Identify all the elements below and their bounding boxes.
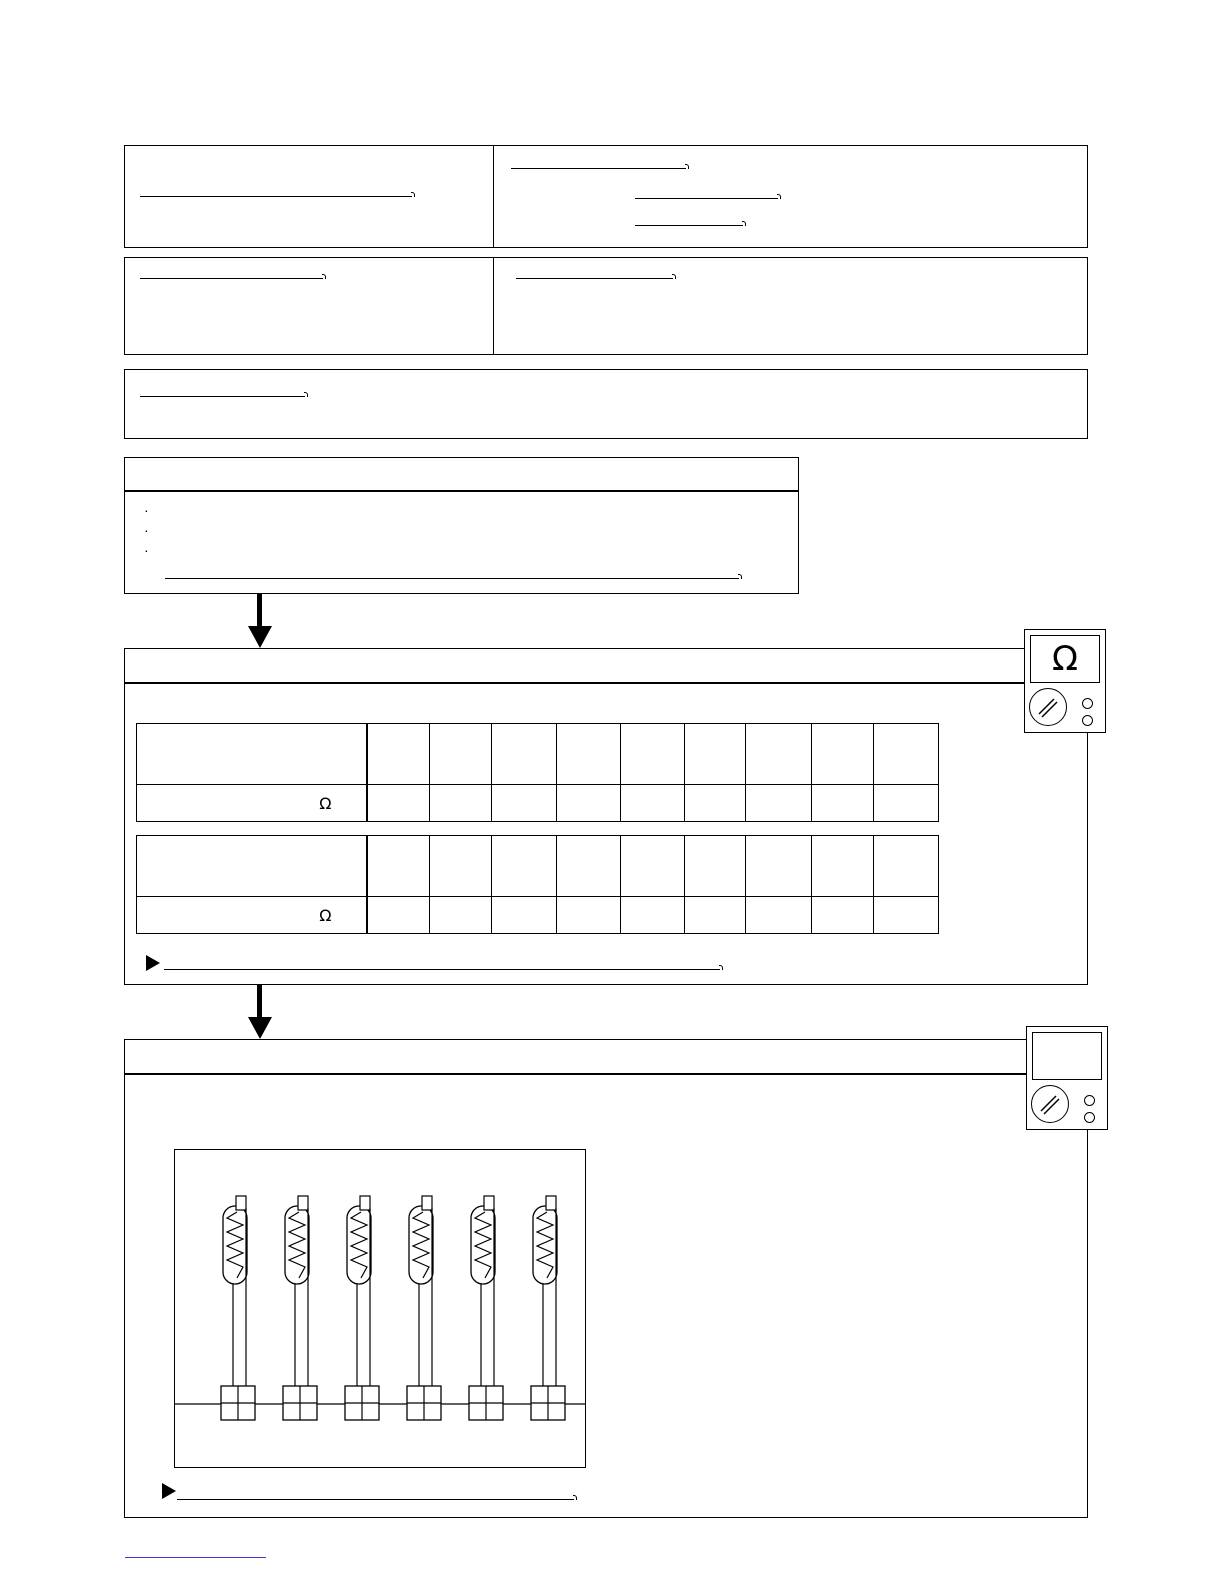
header-cell [621,724,685,785]
arrow-down-icon [248,626,272,648]
value-cell [367,785,430,822]
sensor-resistor-icon [407,1196,441,1420]
jack-icon [1082,698,1093,709]
header-cell [557,836,621,897]
dial-icon [1031,1085,1069,1123]
precaution-box [124,457,799,594]
jack-icon [1084,1112,1095,1123]
sensor-resistor-icon [221,1196,255,1420]
sensor-resistor-icon [531,1196,565,1420]
value-cell [874,785,939,822]
header-cell [430,724,492,785]
value-cell [746,897,812,934]
result-placeholder [177,1499,574,1500]
footer-link[interactable] [125,1557,266,1558]
header-cell [685,724,746,785]
bullet: · [144,502,149,518]
arrow-down-icon [248,1017,272,1039]
field-placeholder [165,578,739,579]
multimeter-icon [1026,1026,1108,1130]
value-cell [367,897,430,934]
unit-label: Ω [137,785,367,822]
header-cell [685,836,746,897]
header-cell [492,724,557,785]
value-cell [430,897,492,934]
flow-arrow-shaft [257,985,262,1019]
value-cell [430,785,492,822]
jack-icon [1084,1095,1095,1106]
info-block-2 [124,257,1088,355]
value-cell [874,897,939,934]
header-cell [430,836,492,897]
sensor-resistor-icon [469,1196,503,1420]
title-placeholder [140,196,412,197]
sensor-resistor-icon [283,1196,317,1420]
value-cell [812,785,874,822]
header-divider [125,1073,1027,1075]
triangle-right-icon [162,1483,176,1499]
header-cell [557,724,621,785]
sensor-diagram [174,1149,586,1468]
meter-display: Ω [1030,635,1100,683]
bullet: · [144,522,149,538]
resistance-table-1 [136,723,939,822]
sensor-resistor-icon [345,1196,379,1420]
dial-icon [1029,688,1067,726]
value-cell [746,785,812,822]
divider [493,146,494,247]
header-cell [812,724,874,785]
probe-lead [1087,733,1088,983]
field-placeholder [140,396,305,397]
value-cell [492,897,557,934]
header-cell [874,836,939,897]
header-cell [492,836,557,897]
value-cell [621,897,685,934]
header-cell [621,836,685,897]
value-cell [685,897,746,934]
sensor-array-drawing [175,1150,585,1467]
value-cell [685,785,746,822]
header-cell [746,836,812,897]
ohmmeter-icon [1024,629,1106,733]
header-divider [125,490,798,492]
header-cell [746,724,812,785]
value-cell [621,785,685,822]
result-placeholder [164,969,720,970]
value-cell [492,785,557,822]
header-cell [367,724,430,785]
resistance-table-2 [136,835,939,934]
header-cell [137,724,367,785]
field-placeholder [140,278,323,279]
value-cell [557,785,621,822]
header-cell [812,836,874,897]
flow-arrow-shaft [257,594,262,628]
jack-icon [1082,715,1093,726]
field-placeholder [511,168,686,169]
unit-label: Ω [137,897,367,934]
value-cell [812,897,874,934]
value-cell [557,897,621,934]
bullet: · [144,542,149,558]
divider [493,258,494,354]
header-cell [367,836,430,897]
header-cell [874,724,939,785]
header-divider [125,682,1027,684]
info-block-3 [124,369,1088,439]
meter-display [1032,1032,1102,1080]
triangle-right-icon [146,955,160,971]
field-placeholder [635,225,743,226]
field-placeholder [635,198,778,199]
probe-lead [1087,1130,1088,1517]
field-placeholder [516,278,673,279]
header-cell [137,836,367,897]
